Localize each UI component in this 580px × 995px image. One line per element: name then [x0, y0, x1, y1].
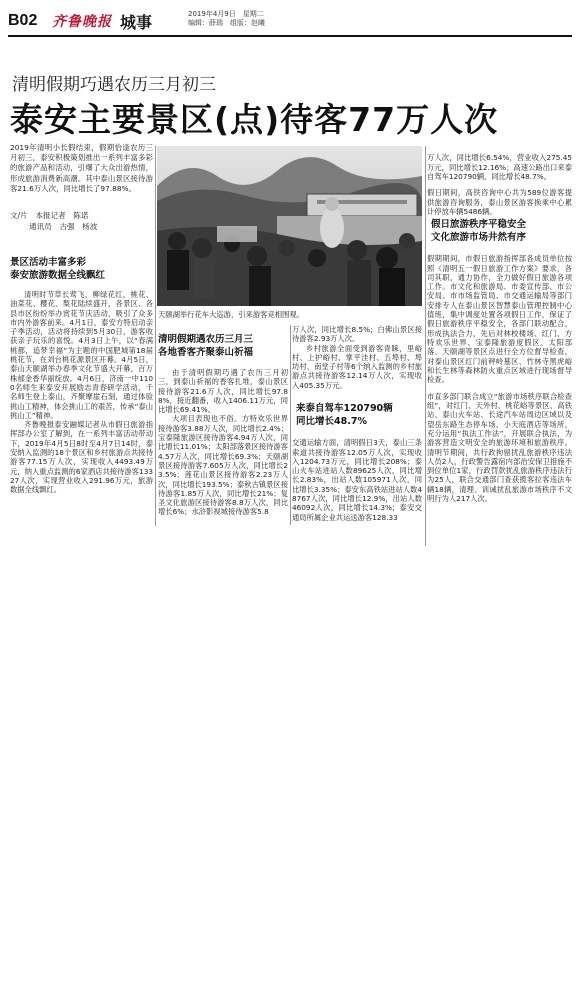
header-rule [8, 35, 572, 37]
subhead-3 [296, 402, 422, 428]
paragraph: 假日期间，高铁咨询中心共为589位游客提供旅游咨询服务，泰山景区游客换乘中心累计停放车辆5486辆。 [427, 188, 572, 217]
subhead-1 [10, 256, 153, 282]
subhead-2-line-b: 各地香客齐聚泰山祈福 [158, 347, 254, 358]
paragraph: 齐鲁晚报泰安融媒记者从市假日旅游指挥部办公室了解到，在一系列丰富活动带动下，2019年4月5日8时至4月7日14时，泰安纳入监测的18个景区和乡村旅游点共接待游客77.15万人次，实现收入4493.49万元，纳入重点监测的6家酒店共接待游客13327人次，实现营业收入291.96万元，旅游数据全线飘红。 [10, 420, 153, 495]
column-4-body-top [427, 146, 572, 224]
paragraph: 交通运输方面，清明假日3天，泰山三条索道共接待游客12.05万人次，实现收入1204.73万元，同比增长208%；泰山火车站进站人数89625人次，同比增长2.83%，出站人数105971人次，同比增长3.35%；泰安东高铁站进站人数48767人次，同比增长12.9%，出站人数46092人次，同比增长14.3%；泰安交通局所属企业共运送游客128.33 [292, 438, 422, 522]
page-header [8, 8, 572, 34]
column-divider [425, 146, 426, 546]
section-title: 城事 [120, 13, 153, 32]
editors-line: 编辑：薛瑞 组版：赵曦 [188, 19, 265, 27]
subhead-3-line-b: 同比增长48.7% [296, 416, 367, 427]
column-3-body-top [292, 325, 422, 390]
column-3-body-bottom [292, 431, 422, 529]
article-byline [10, 211, 153, 232]
article-kicker: 清明假期巧遇农历三月初三 [12, 75, 216, 95]
paragraph: 由于清明假期巧遇了农历三月初三，到泰山祈福的香客扎堆，泰山景区接待游客21.6万人次，同比增长97.88%，接近翻番，收入1406.11万元，同比增长69.41%。 [158, 368, 288, 415]
column-1-body [10, 290, 153, 495]
column-4-body-bottom [427, 247, 572, 511]
subhead-4-line-b: 文化旅游市场井然有序 [431, 232, 527, 243]
subhead-4 [431, 218, 572, 244]
paragraph: 万人次，同比增长6.54%，营业收入275.45万元，同比增长12.16%；高速公路出口来泰自驾车120790辆，同比增长48.7%。 [427, 153, 572, 181]
byline-reporter: 文/片 本报记者 陈诺 [10, 211, 89, 220]
paragraph: 乡村旅游全面受到游客青睐，里峪村、上护峪村、掌平洼村、五埠村、埠坊村、南堂子村等6个纳入监测的乡村旅游点共接待游客12.14万人次，实现收入405.35万元。 [292, 343, 422, 390]
header-meta [188, 10, 265, 28]
article-lead: 2019年清明小长假结束，假期恰逢农历三月初三，泰安积极策划推出一系列丰富多彩的旅游产品和活动，引爆了大众出游热情，形成旅游消费新高潮。其中泰山景区接待游客21.6万人次，同比增长了97.88%。 [10, 143, 153, 193]
column-divider [155, 146, 156, 526]
column-divider [290, 325, 291, 525]
parade-photo-illustration [157, 146, 422, 306]
byline-correspondents: 通讯员 古强 杨波 [29, 221, 98, 231]
subhead-2-line-a: 清明假期遇农历三月三 [158, 334, 254, 345]
paragraph: 大项目表现也不俗。方特欢乐世界接待游客3.88万人次，同比增长2.4%；宝泰隆旅游区接待游客4.94万人次，同比增长11.01%；太阳部落景区接待游客4.57万人次，同比增长69.3%；天颐湖景区接待游客7.605万人次，同比增长23.5%；莲花山景区接待游客2.23万人次，同比增长193.5%；泰秋古镇景区接待游客1.85万人次，同比增长21%；复圣文化旅游区接待游客8.8万人次，同比增长6%；水浒影视城接待游客5.8 [158, 414, 288, 517]
subhead-1-line-b: 泰安旅游数据全线飘红 [10, 270, 106, 281]
page-number: B02 [8, 12, 38, 29]
subhead-4-line-a: 假日旅游秩序平稳安全 [431, 219, 527, 230]
paragraph: 万人次，同比增长8.5%；白佛山景区接待游客2.93万人次。 [292, 325, 422, 344]
paragraph: 市直多部门联合成立“旅游市场秩序联合检查组”，对红门、天外村、桃花峪等景区、高铁站、泰山火车站、长途汽车站周边区域以及望岳东路生态停车场、小天庭酒店等场所，充分运用“执法工作法”，开展联合执法，为游客营造文明安全的旅游环境和旅游秩序。清明节期间，共行政拘留扰乱旅游秩序违法人员2人，行政警告露宿内部治安保卫措施不到位单位1家，行政罚款扰乱旅游秩序违法行为25人，联合交通部门查获揽客拉客违法车辆18辆，清理、训诫扰乱旅游市场秩序不文明行为人217人次。 [427, 391, 572, 504]
subhead-2 [158, 333, 288, 359]
paragraph: 假期期间，市假日旅游指挥部各成员单位按照《清明五一假日旅游工作方案》要求，各司其职，通力协作，全力做好假日旅游各项工作。市文化和旅游局、市委宣传部、市公安局、市市场监管局、市交通运输局等部门安排专人在泰山景区智慧泰山管理控制中心值班，集中调度处置各项假日工作，保证了假日旅游秩序平稳安全，各部门联动配合，形成执法合力，先后对林校楼场、红门、方特欢乐世界、宝泰隆旅游度假区、太阳部落、天颐湖等景区点进行全方位督导检查，对泰山景区红门前秤岭墓区、竹林寺黑虎峪和长生林等森林防火重点区域进行现场督导检查。 [427, 254, 572, 385]
newspaper-logo: 齐鲁晚报 [52, 14, 112, 30]
article-photo [157, 146, 422, 306]
date-line: 2019年4月9日 星期二 [188, 10, 264, 18]
column-2-body [158, 368, 288, 517]
subhead-1-line-a: 景区活动丰富多彩 [10, 257, 87, 268]
subhead-3-line-a: 来泰自驾车120790辆 [296, 403, 393, 414]
photo-caption: 天颐湖举行花车大巡游，引来游客竞相围观。 [158, 310, 304, 319]
article-headline: 泰安主要景区(点)待客77万人次 [10, 100, 499, 139]
paragraph: 清明时节草长莺飞，柳绿花红，桃花、油菜花、樱花、梨花陆续盛开，各景区、各县市区纷纷举办赏花节庆活动，吸引了众多市内外游客前来。4月1日，泰安方特启动亲子季活动，活动将持续到5月30日，游客收获亲子玩乐的喜悦。4月3日上午，以“春满桃都，追梦幸福”为主题的中国肥城第18届桃花节，在刘台桃花源景区开幕。4月5日，泰山天颐湖举办春季文化节盛大开幕，百万株郁金香华丽绽放。4月6日，济南一中1100名师生来泰安开展励志青春研学活动，千名师生登上泰山，齐聚摩崖石刻，通过体验挑山工精神，体会挑山工的艰苦，传承“泰山挑山工”精神。 [10, 290, 153, 420]
